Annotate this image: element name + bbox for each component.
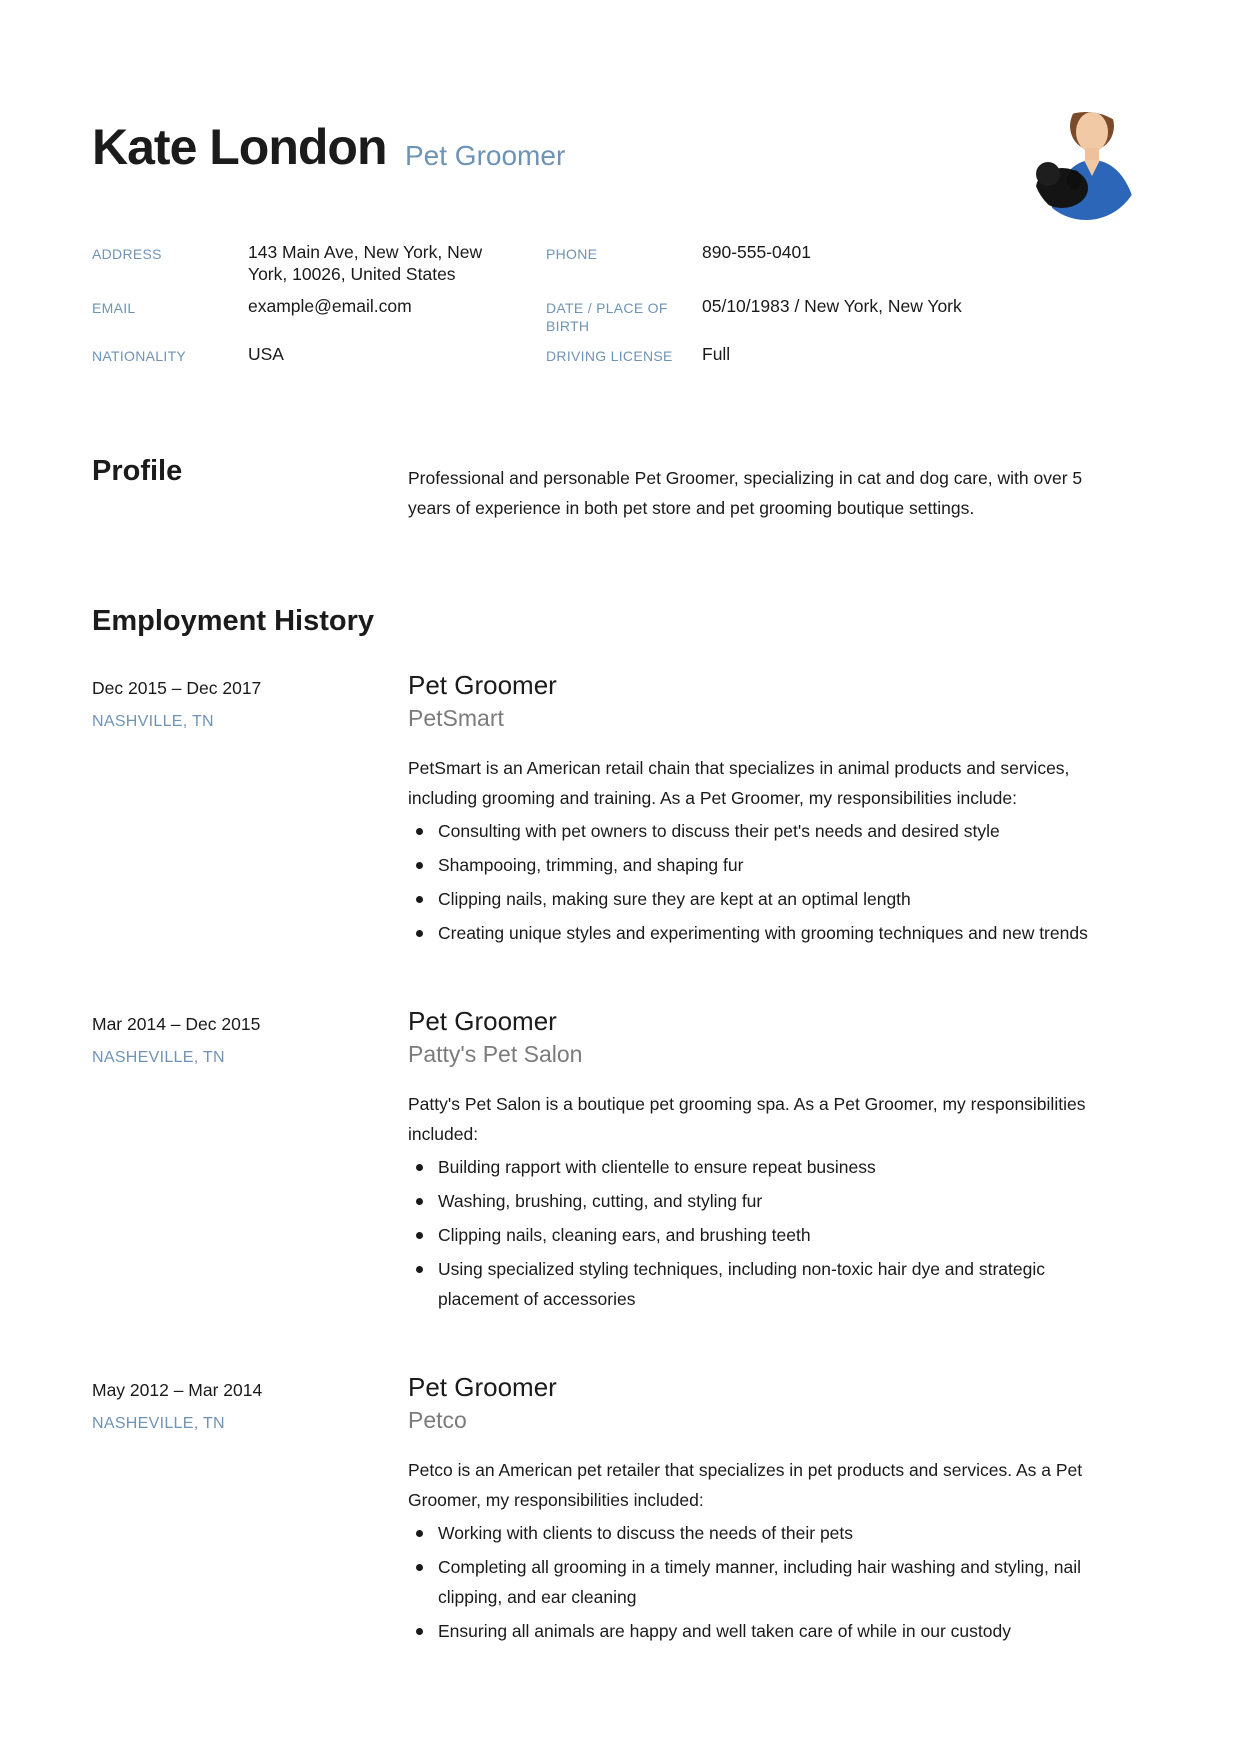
list-item-text: Working with clients to discuss the needs of their pets — [438, 1523, 854, 1543]
bullet-icon — [416, 1198, 423, 1205]
profile-photo — [1028, 96, 1144, 220]
list-item — [408, 816, 1128, 846]
job-description: PetSmart is an American retail chain that specializes in animal products and services, including grooming and training. As a Pet Groomer, my responsibilities include: — [408, 758, 1070, 808]
job-dates: Dec 2015 – Dec 2017 — [92, 678, 262, 698]
list-item — [408, 918, 1128, 948]
list-item — [408, 1186, 1128, 1216]
nationality-label: NATIONALITY — [92, 348, 187, 364]
job-responsibilities — [408, 1518, 1128, 1650]
license-label: DRIVING LICENSE — [546, 348, 673, 364]
profile-summary: Professional and personable Pet Groomer, specializing in cat and dog care, with over 5 years of experience in both pet store and pet grooming boutique settings. — [408, 468, 1083, 518]
list-item — [408, 1616, 1128, 1646]
employment-heading: Employment History — [92, 605, 374, 637]
job-title: Pet Groomer — [408, 1372, 557, 1402]
list-item-text: Using specialized styling techniques, including non-toxic hair dye and strategic placement of accessories — [438, 1259, 1046, 1309]
phone-value: 890-555-0401 — [702, 242, 811, 262]
bullet-icon — [416, 828, 423, 835]
job-company: Patty's Pet Salon — [408, 1041, 583, 1067]
job-company: PetSmart — [408, 705, 504, 731]
bullet-icon — [416, 1628, 423, 1635]
email-label: EMAIL — [92, 300, 136, 316]
job-dates: May 2012 – Mar 2014 — [92, 1380, 263, 1400]
profile-heading: Profile — [92, 455, 183, 487]
list-item-text: Shampooing, trimming, and shaping fur — [438, 855, 744, 875]
bullet-icon — [416, 1164, 423, 1171]
list-item-text: Creating unique styles and experimenting with grooming techniques and new trends — [438, 923, 1088, 943]
list-item-text: Consulting with pet owners to discuss their pet's needs and desired style — [438, 821, 1000, 841]
list-item — [408, 1518, 1128, 1548]
email-value: example@email.com — [248, 296, 412, 316]
list-item — [408, 1552, 1128, 1612]
list-item — [408, 850, 1128, 880]
bullet-icon — [416, 896, 423, 903]
list-item — [408, 1254, 1128, 1314]
bullet-icon — [416, 1266, 423, 1273]
list-item-text: Clipping nails, making sure they are kept at an optimal length — [438, 889, 911, 909]
job-company: Petco — [408, 1407, 467, 1433]
bullet-icon — [416, 862, 423, 869]
job-title: Pet Groomer — [408, 1006, 557, 1036]
license-value: Full — [702, 344, 731, 364]
list-item — [408, 1220, 1128, 1250]
job-description: Petco is an American pet retailer that specializes in pet products and services. As a Pet Groomer, my responsibilities included: — [408, 1460, 1083, 1510]
phone-label: PHONE — [546, 246, 598, 262]
job-location: NASHEVILLE, TN — [92, 1415, 225, 1432]
list-item — [408, 884, 1128, 914]
bullet-icon — [416, 930, 423, 937]
dob-value: 05/10/1983 / New York, New York — [702, 296, 962, 316]
address-value: 143 Main Ave, New York, New York, 10026, United States — [248, 242, 483, 284]
address-label: ADDRESS — [92, 246, 162, 262]
candidate-name: Kate London — [92, 119, 387, 175]
bullet-icon — [416, 1530, 423, 1537]
dob-label: DATE / PLACE OF BIRTH — [546, 300, 668, 334]
list-item-text: Clipping nails, cleaning ears, and brushing teeth — [438, 1225, 811, 1245]
list-item-text: Building rapport with clientelle to ensure repeat business — [438, 1157, 876, 1177]
job-location: NASHVILLE, TN — [92, 713, 214, 730]
candidate-role: Pet Groomer — [405, 140, 566, 171]
list-item-text: Ensuring all animals are happy and well taken care of while in our custody — [438, 1621, 1011, 1641]
list-item — [408, 1152, 1128, 1182]
bullet-icon — [416, 1564, 423, 1571]
job-responsibilities — [408, 1152, 1128, 1318]
job-responsibilities — [408, 816, 1128, 952]
list-item-text: Completing all grooming in a timely manner, including hair washing and styling, nail clipping, and ear cleaning — [438, 1557, 1081, 1607]
bullet-icon — [416, 1232, 423, 1239]
nationality-value: USA — [248, 344, 284, 364]
job-description: Patty's Pet Salon is a boutique pet grooming spa. As a Pet Groomer, my responsibilities included: — [408, 1094, 1086, 1144]
job-dates: Mar 2014 – Dec 2015 — [92, 1014, 261, 1034]
job-title: Pet Groomer — [408, 670, 557, 700]
list-item-text: Washing, brushing, cutting, and styling fur — [438, 1191, 763, 1211]
job-location: NASHEVILLE, TN — [92, 1049, 225, 1066]
